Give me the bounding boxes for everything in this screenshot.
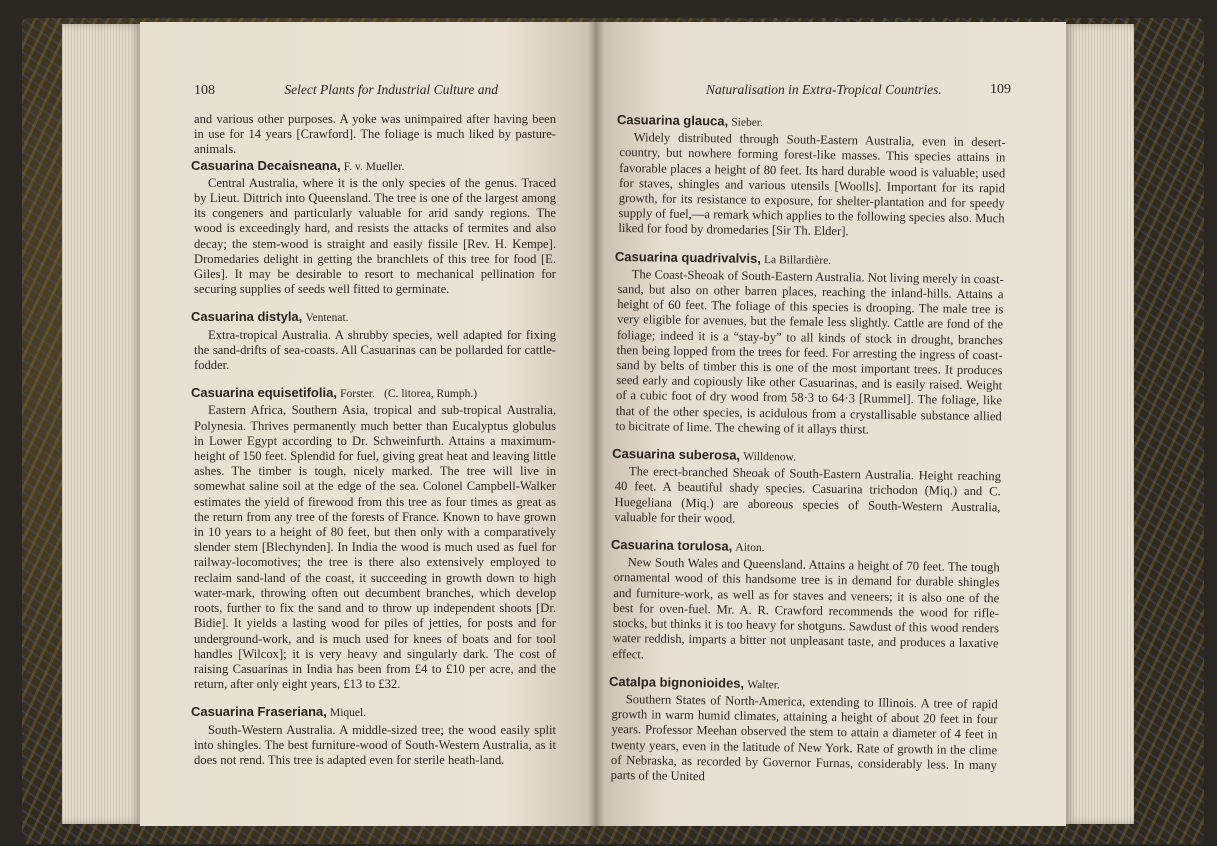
species-authority: Willdenow. [743, 450, 797, 464]
entry-heading [191, 309, 556, 326]
right-page-stack [1064, 24, 1134, 824]
species-entry [191, 157, 556, 298]
species-name: Catalpa bignonioides, [608, 673, 745, 691]
species-name: Casuarina quadrivalvis, [614, 248, 762, 266]
left-running-head [194, 82, 550, 99]
species-entry [612, 537, 1000, 667]
entry-heading [191, 704, 556, 721]
entry-description: South-Western Australia. A middle-sized tree; the wood easily split into shingles. The best furniture-wood of South-Western Australia, as it does not rend. This tree is adapted even for sterile heath-land. [194, 722, 556, 767]
entry-description: Central Australia, where it is the only species of the genus. Traced by Lieut. Dittrich into Queensland. The tree is one of the largest among its congeners and particularly valuable for arid sandy regions. The wood is exceedingly hard, and resists the attacks of termites and also decay; the stem-wood is straight and easily fissile [Rev. H. Kempe]. Dromedaries delight in getting the branchlets of this tree for food [E. Giles]. It may be desirable to resort to mechanical pellination for securing supplies of seeds well fitted to germinate. [194, 175, 556, 297]
species-name: Casuarina torulosa, [610, 536, 733, 554]
right-running-title: Naturalisation in Extra-Tropical Countries. [706, 82, 942, 97]
left-running-title: Select Plants for Industrial Culture and [284, 82, 498, 97]
species-entry [614, 446, 1001, 530]
right-page-text [610, 112, 1006, 800]
entry-heading [191, 158, 556, 175]
right-page-number: 109 [990, 82, 1011, 97]
continuation-paragraph: and various other purposes. A yoke was unimpaired after having been in use for 14 years [Crawford]. The foliage is much liked by pasture-animals. [194, 112, 556, 157]
species-name: Casuarina Decaisneana, [191, 157, 341, 173]
species-authority: Ventenat. [305, 312, 349, 325]
entry-heading [191, 385, 556, 402]
species-entry [616, 249, 1005, 440]
entry-description: New South Wales and Queensland. Attains a height of 70 feet. The tough ornamental wood of this handsome tree is in demand for durable shingles and furniture-work, as well as for staves and veneers; it is also one of the best for oven-fuel. Mr. A. R. Crawford recommends the wood for rifle-stocks, but thinks it is too heavy for shotguns. Sawdust of this wood renders water reddish, imparts a bitter not unpleasant taste, and produces a laxative effect. [612, 555, 1000, 661]
entry-description: The Coast-Sheoak of South-Eastern Australia. Not living merely in coast-sand, but also on other barren places, reaching the inland-hills. Attains a height of 60 feet. The foliage of this species is drooping. The male tree is very eligible for avenues, but the female less slightly. Cattle are fond of the foliage; indeed it is a “stay-by” to all kinds of stock in drought, branches then being lopped from the trees for feed. For arresting the ingress of coast-sand by belts of timber this is one of the most important trees. It produces seed early and copiously like other Casuarinas, and is easily raised. Weight of a cubic foot of dry wood from 58·3 to 64·3 [Rummel]. The foliage, like that of the other species, is acidulous from a crystallisable substance allied to bicitrate of lime. The chewing of it allays thirst. [615, 267, 1004, 437]
entry-description: Widely distributed through South-Eastern Australia, even in desert-country, but nowhere forming forest-like masses. This species attains in favorable places a height of 80 feet. Its hard durable wood is valuable; used for staves, shingles and various utensils [Woolls]. Important for its rapid growth, for its resistance to exposure, for shelter-plantation and for speedy supply of fuel,—a remark which applies to the following species also. Much liked for food by dromedaries [Sir Th. Elder]. [618, 130, 1006, 239]
entry-description: Eastern Africa, Southern Asia, tropical and sub-tropical Australia, Polynesia. Thrives permanently much better than Eucalyptus globulus in Lower Egypt according to Dr. Schweinfurth. Attains a maximum-height of 150 feet. Splendid for fuel, giving great heat and leaving little ashes. The timber is tough, nicely marked. The tree will live in somewhat saline soil at the edge of the sea. Colonel Campbell-Walker estimates the yield of firewood from this tree as four times as great as the return from any tree of the forests of France. Known to have grown in 10 years to a height of 80 feet, but then only with a comparatively slender stem [Blechynden]. In India the wood is much used as fuel for railway-locomotives; the tree is there also extensively employed to reclaim sand-land of the coast, it succeeding in growth down to high water-mark, throwing often out decumbent branches, which develop roots, further to fix the sand and to throw up independent shoots [Dr. Bidie]. It yields a lasting wood for piles of jetties, for posts and for underground-work, and is much used for knees of boats and for tool handles [Wilcox]; it is very heavy and singularly dark. The cost of raising Casuarinas in India has been from £4 to £10 per acre, and the return, after only eight years, £13 to £32. [194, 403, 556, 692]
species-synonym: (C. litorea, Rumph.) [384, 388, 478, 401]
entry-description: Extra-tropical Australia. A shrubby species, well adapted for fixing the sand-drifts of sea-coasts. All Casuarinas can be pollarded for cattle-fodder. [194, 327, 556, 373]
right-running-head [706, 82, 1020, 98]
species-name: Casuarina equisetifolia, [191, 385, 337, 401]
left-page-text [191, 112, 556, 780]
entry-description: The erect-branched Sheoak of South-Eastern Australia. Height reaching 40 feet. A beautiful shady species. Casuarina trichodon (Miq.) and C. Huegeliana (Miq.) are aboreous species of South-Western Australia, valuable for their wood. [614, 464, 1002, 526]
species-authority: F. v. Mueller. [343, 160, 405, 173]
species-authority: Sieber. [731, 116, 764, 129]
left-page-stack [62, 24, 142, 824]
species-entry [191, 385, 556, 692]
species-authority: Forster. [340, 388, 375, 401]
species-entry [608, 673, 998, 789]
species-authority: Miquel. [330, 707, 367, 720]
species-authority: Aiton. [735, 541, 765, 555]
species-name: Casuarina suberosa, [612, 445, 741, 463]
species-name: Casuarina glauca, [616, 111, 729, 129]
book-gutter [588, 22, 604, 826]
species-authority: Walter. [747, 678, 780, 691]
species-entry [191, 704, 556, 768]
entry-description: Southern States of North-America, extending to Illinois. A tree of rapid growth in warm humid climates, attaining a height of about 20 feet in four years. Professor Meehan observed the stem to attain a diameter of 4 feet in twenty years, even in the latitude of New York. Rate of growth in the clime of Nebraska, as recorded by Governor Furnas, considerably less. In many parts of the United [610, 692, 998, 784]
species-entry [618, 112, 1006, 242]
species-name: Casuarina distyla, [191, 309, 303, 325]
left-page-number: 108 [194, 83, 215, 98]
species-authority: La Billardière. [763, 253, 832, 267]
species-entry [191, 309, 556, 373]
species-name: Casuarina Fraseriana, [191, 704, 327, 720]
